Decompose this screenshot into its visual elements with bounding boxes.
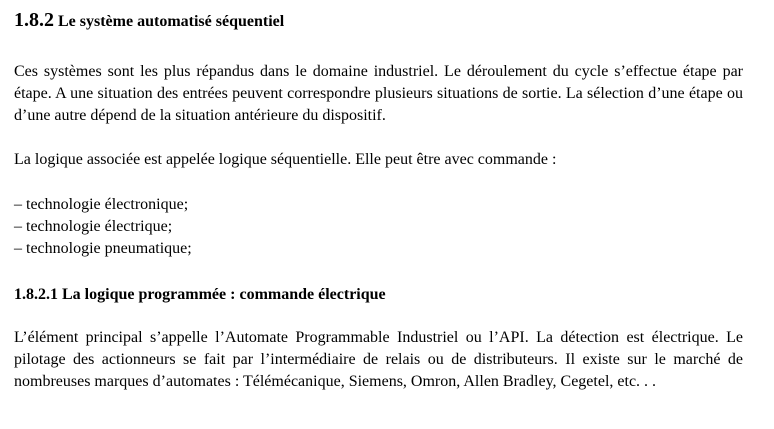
section-number: 1.8.2 bbox=[14, 9, 54, 31]
section-title: Le système automatisé séquentiel bbox=[58, 13, 285, 30]
logic-line: La logique associée est appelée logique séquentielle. Elle peut être avec commande : bbox=[14, 151, 557, 168]
list-item: – technologie pneumatique; bbox=[14, 240, 192, 257]
section-heading bbox=[14, 9, 284, 32]
list-item: – technologie électrique; bbox=[14, 218, 173, 235]
intro-paragraph: Ces systèmes sont les plus répandus dans le domaine industriel. Le déroulement du cycle s’effectue étape par étape. A une situation des entrées peuvent correspondre plusieurs situations de sortie. La sélection d’une étape ou d’une autre dépend de la situation antérieure du dispositif. bbox=[14, 63, 743, 124]
subsection-heading: 1.8.2.1 La logique programmée : commande électrique bbox=[14, 286, 386, 303]
list-item: – technologie électronique; bbox=[14, 196, 189, 213]
api-paragraph: L’élément principal s’appelle l’Automate Programmable Industriel ou l’API. La détection est électrique. Le pilotage des actionneurs se fait par l’intermédiaire de relais ou de distributeurs. Il existe sur le marché de nombreuses marques d’automates : Télémécanique, Siemens, Omron, Allen Bradley, Cegetel, etc. . . bbox=[14, 329, 743, 390]
